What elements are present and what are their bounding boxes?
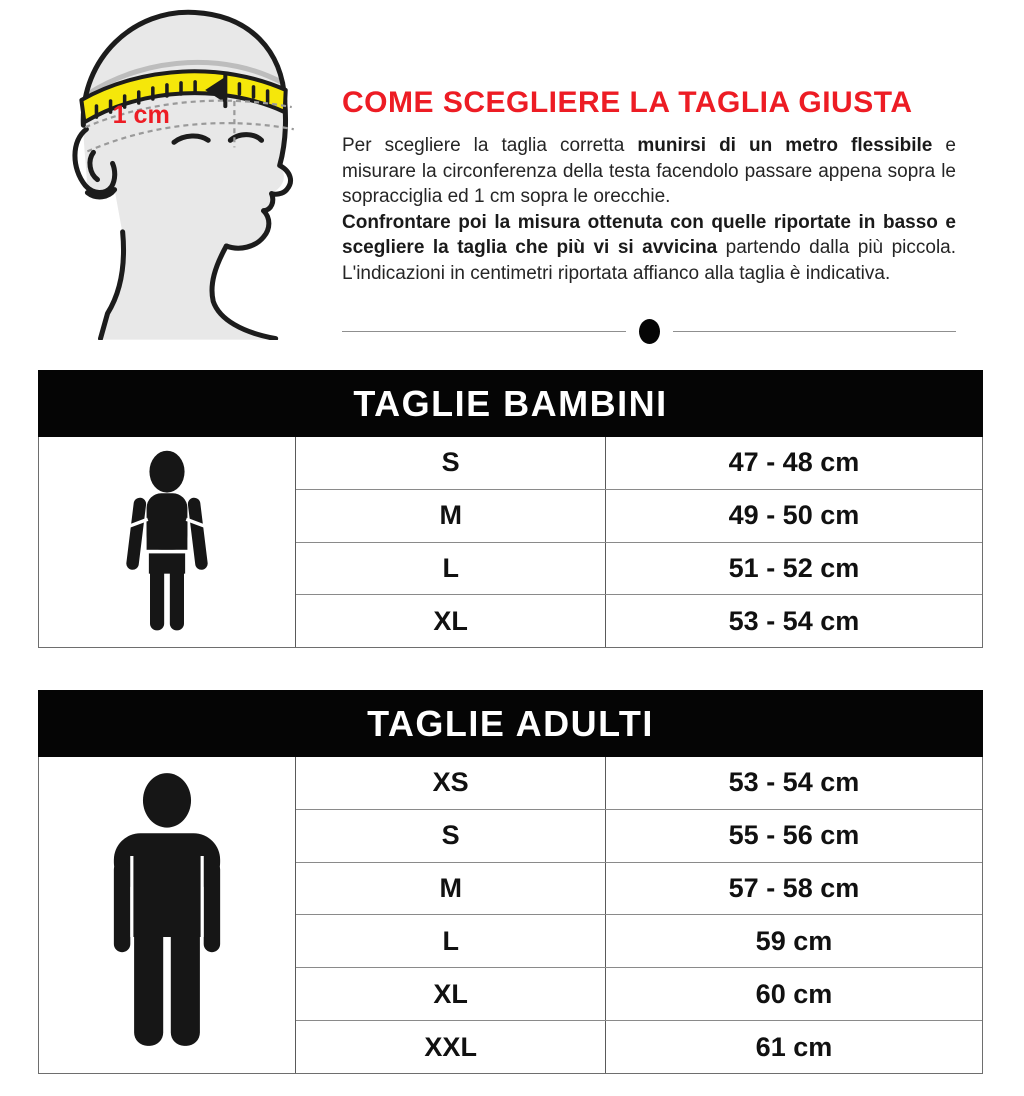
adult-icon (39, 757, 296, 1073)
size-range: 61 cm (605, 1021, 982, 1073)
size-label: XL (433, 978, 468, 1009)
size-range: 55 - 56 cm (605, 810, 982, 862)
size-range: 60 cm (605, 968, 982, 1020)
size-row (296, 968, 982, 1021)
page-title: COME SCEGLIERE LA TAGLIA GIUSTA (342, 86, 913, 119)
size-row (296, 543, 982, 596)
instruction-paragraph-2 (342, 210, 956, 287)
adulti-rows (296, 757, 982, 1073)
size-range: 53 - 54 cm (605, 595, 982, 647)
child-icon (39, 437, 296, 647)
intro-section (0, 0, 1024, 370)
size-row (296, 437, 982, 490)
size-row (296, 595, 982, 647)
divider-line-right (673, 331, 957, 332)
size-row (296, 810, 982, 863)
size-range: 49 - 50 cm (605, 490, 982, 542)
size-row (296, 863, 982, 916)
size-label: S (441, 447, 460, 478)
size-row (296, 490, 982, 543)
section-divider (342, 318, 956, 344)
size-label: S (441, 820, 460, 851)
size-row (296, 757, 982, 810)
size-label: XL (433, 605, 468, 636)
divider-line-left (342, 331, 626, 332)
divider-dot-icon (639, 319, 660, 344)
size-label: M (439, 873, 462, 904)
size-range: 47 - 48 cm (605, 437, 982, 489)
adulti-title: TAGLIE ADULTI (367, 702, 654, 744)
size-label: XS (432, 767, 469, 798)
size-label: XXL (424, 1031, 477, 1062)
size-row (296, 1021, 982, 1073)
size-row (296, 915, 982, 968)
head-with-tape-icon (26, 2, 328, 340)
size-label: L (442, 552, 459, 583)
head-measurement-illustration (26, 2, 328, 340)
size-range: 57 - 58 cm (605, 863, 982, 915)
size-label: L (442, 925, 459, 956)
p1-run1: Per scegliere la taglia corretta (342, 135, 638, 156)
size-label: M (439, 500, 462, 531)
bambini-table (38, 437, 983, 648)
adulti-table-header (38, 690, 983, 757)
bambini-section (38, 370, 983, 648)
size-range: 51 - 52 cm (605, 543, 982, 595)
size-range: 53 - 54 cm (605, 757, 982, 809)
p2-run1-bold: Confrontare poi la misura ottenuta con quelle riportate in basso e scegliere la taglia che più vi si avvicina (342, 211, 956, 258)
p1-run2-bold: munirsi di un metro flessibile (637, 135, 933, 156)
intro-text-block (342, 86, 956, 286)
adulti-section (38, 690, 983, 1074)
size-range: 59 cm (605, 915, 982, 967)
bambini-rows (296, 437, 982, 647)
instruction-paragraph-1 (342, 133, 956, 210)
bambini-title: TAGLIE BAMBINI (353, 382, 668, 424)
one-cm-label: 1 cm (112, 101, 170, 130)
p1-run3: e misurare la circonferenza della testa facendolo passare appena sopra le sopracciglia ed 1 cm sopra le orecchie. (342, 135, 956, 207)
adulti-table (38, 757, 983, 1074)
p2-run2: partendo dalla più piccola. L'indicazioni in centimetri riportata affianco alla taglia è indicativa. (342, 237, 957, 284)
bambini-table-header (38, 370, 983, 437)
